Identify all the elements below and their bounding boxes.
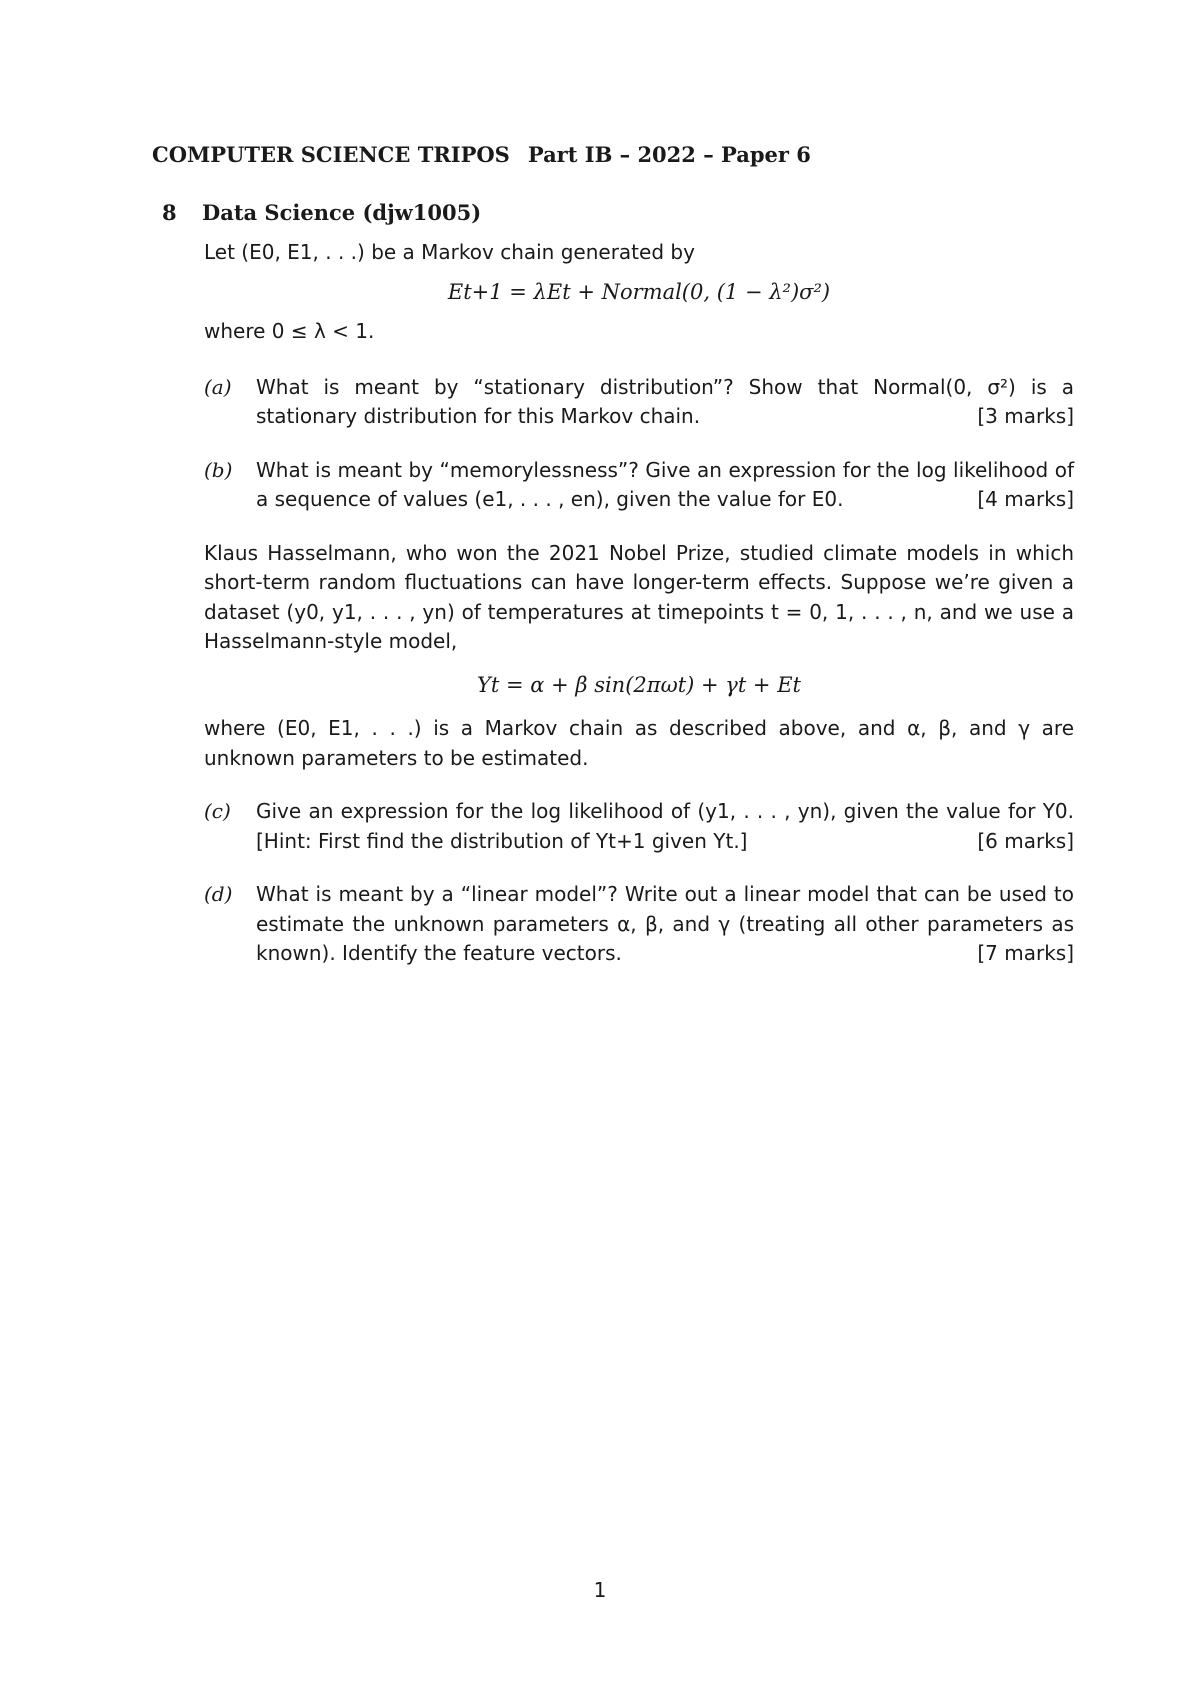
part-b-label: (b) [204,457,233,482]
part-d-text: What is meant by a “linear model”? Write out a linear model that can be used to estimate the unknown parameters α, β, and γ (treating all other parameters as known). Identify the feature vectors. [7 marks] [256,880,1074,969]
part-b [204,456,1074,515]
part-a-label: (a) [204,374,232,399]
part-d [204,880,1074,969]
hasselmann-equation: Yt = α + β sin(2πωt) + γt + Et [477,672,801,697]
part-d-label: (d) [204,882,233,906]
part-b-text: What is meant by “memorylessness”? Give an expression for the log likelihood of a sequence of values (e1, . . . , en), given the value for E0. [4 marks] [256,456,1074,515]
intro-line: Let (E0, E1, . . .) be a Markov chain generated by [204,240,695,264]
part-c-text: Give an expression for the log likelihood of (y1, . . . , yn), given the value for Y0. [Hint: First find the distribution of Yt+1 given Yt.] [6 marks] [256,797,1074,856]
part-c [204,797,1074,856]
question-number: 8 [162,200,177,225]
part-b-marks: [4 marks] [977,487,1074,511]
hasselmann-after: where (E0, E1, . . .) is a Markov chain as described above, and α, β, and γ are unknown parameters to be estimated. [204,716,1074,770]
hasselmann-paragraph: Klaus Hasselmann, who won the 2021 Nobel Prize, studied climate models in which short-term random fluctuations can have longer-term effects. Suppose we’re given a dataset (y0, y1, . . . , yn) of temperatures at timepoints t = 0, 1, . . . , n, and we use a Hasselmann-style model, [204,540,1074,653]
paper-part: Part IB – 2022 – Paper 6 [527,142,811,167]
paper-header [152,142,811,167]
part-a-marks: [3 marks] [977,404,1074,428]
markov-equation: Et+1 = λEt + Normal(0, (1 − λ²)σ²) [447,279,831,304]
tripos-title: COMPUTER SCIENCE TRIPOS [152,142,510,167]
part-d-marks: [7 marks] [977,941,1074,965]
question-title: Data Science (djw1005) [202,200,482,225]
lambda-condition: where 0 ≤ λ < 1. [204,319,375,343]
page-number: 1 [593,1578,607,1602]
question-body [204,238,1074,969]
part-a [204,373,1074,432]
question-heading [162,200,481,225]
part-c-label: (c) [204,799,231,823]
part-a-text: What is meant by “stationary distribution”? Show that Normal(0, σ²) is a stationary distribution for this Markov chain. [3 marks] [256,373,1074,432]
part-c-marks: [6 marks] [977,828,1074,853]
